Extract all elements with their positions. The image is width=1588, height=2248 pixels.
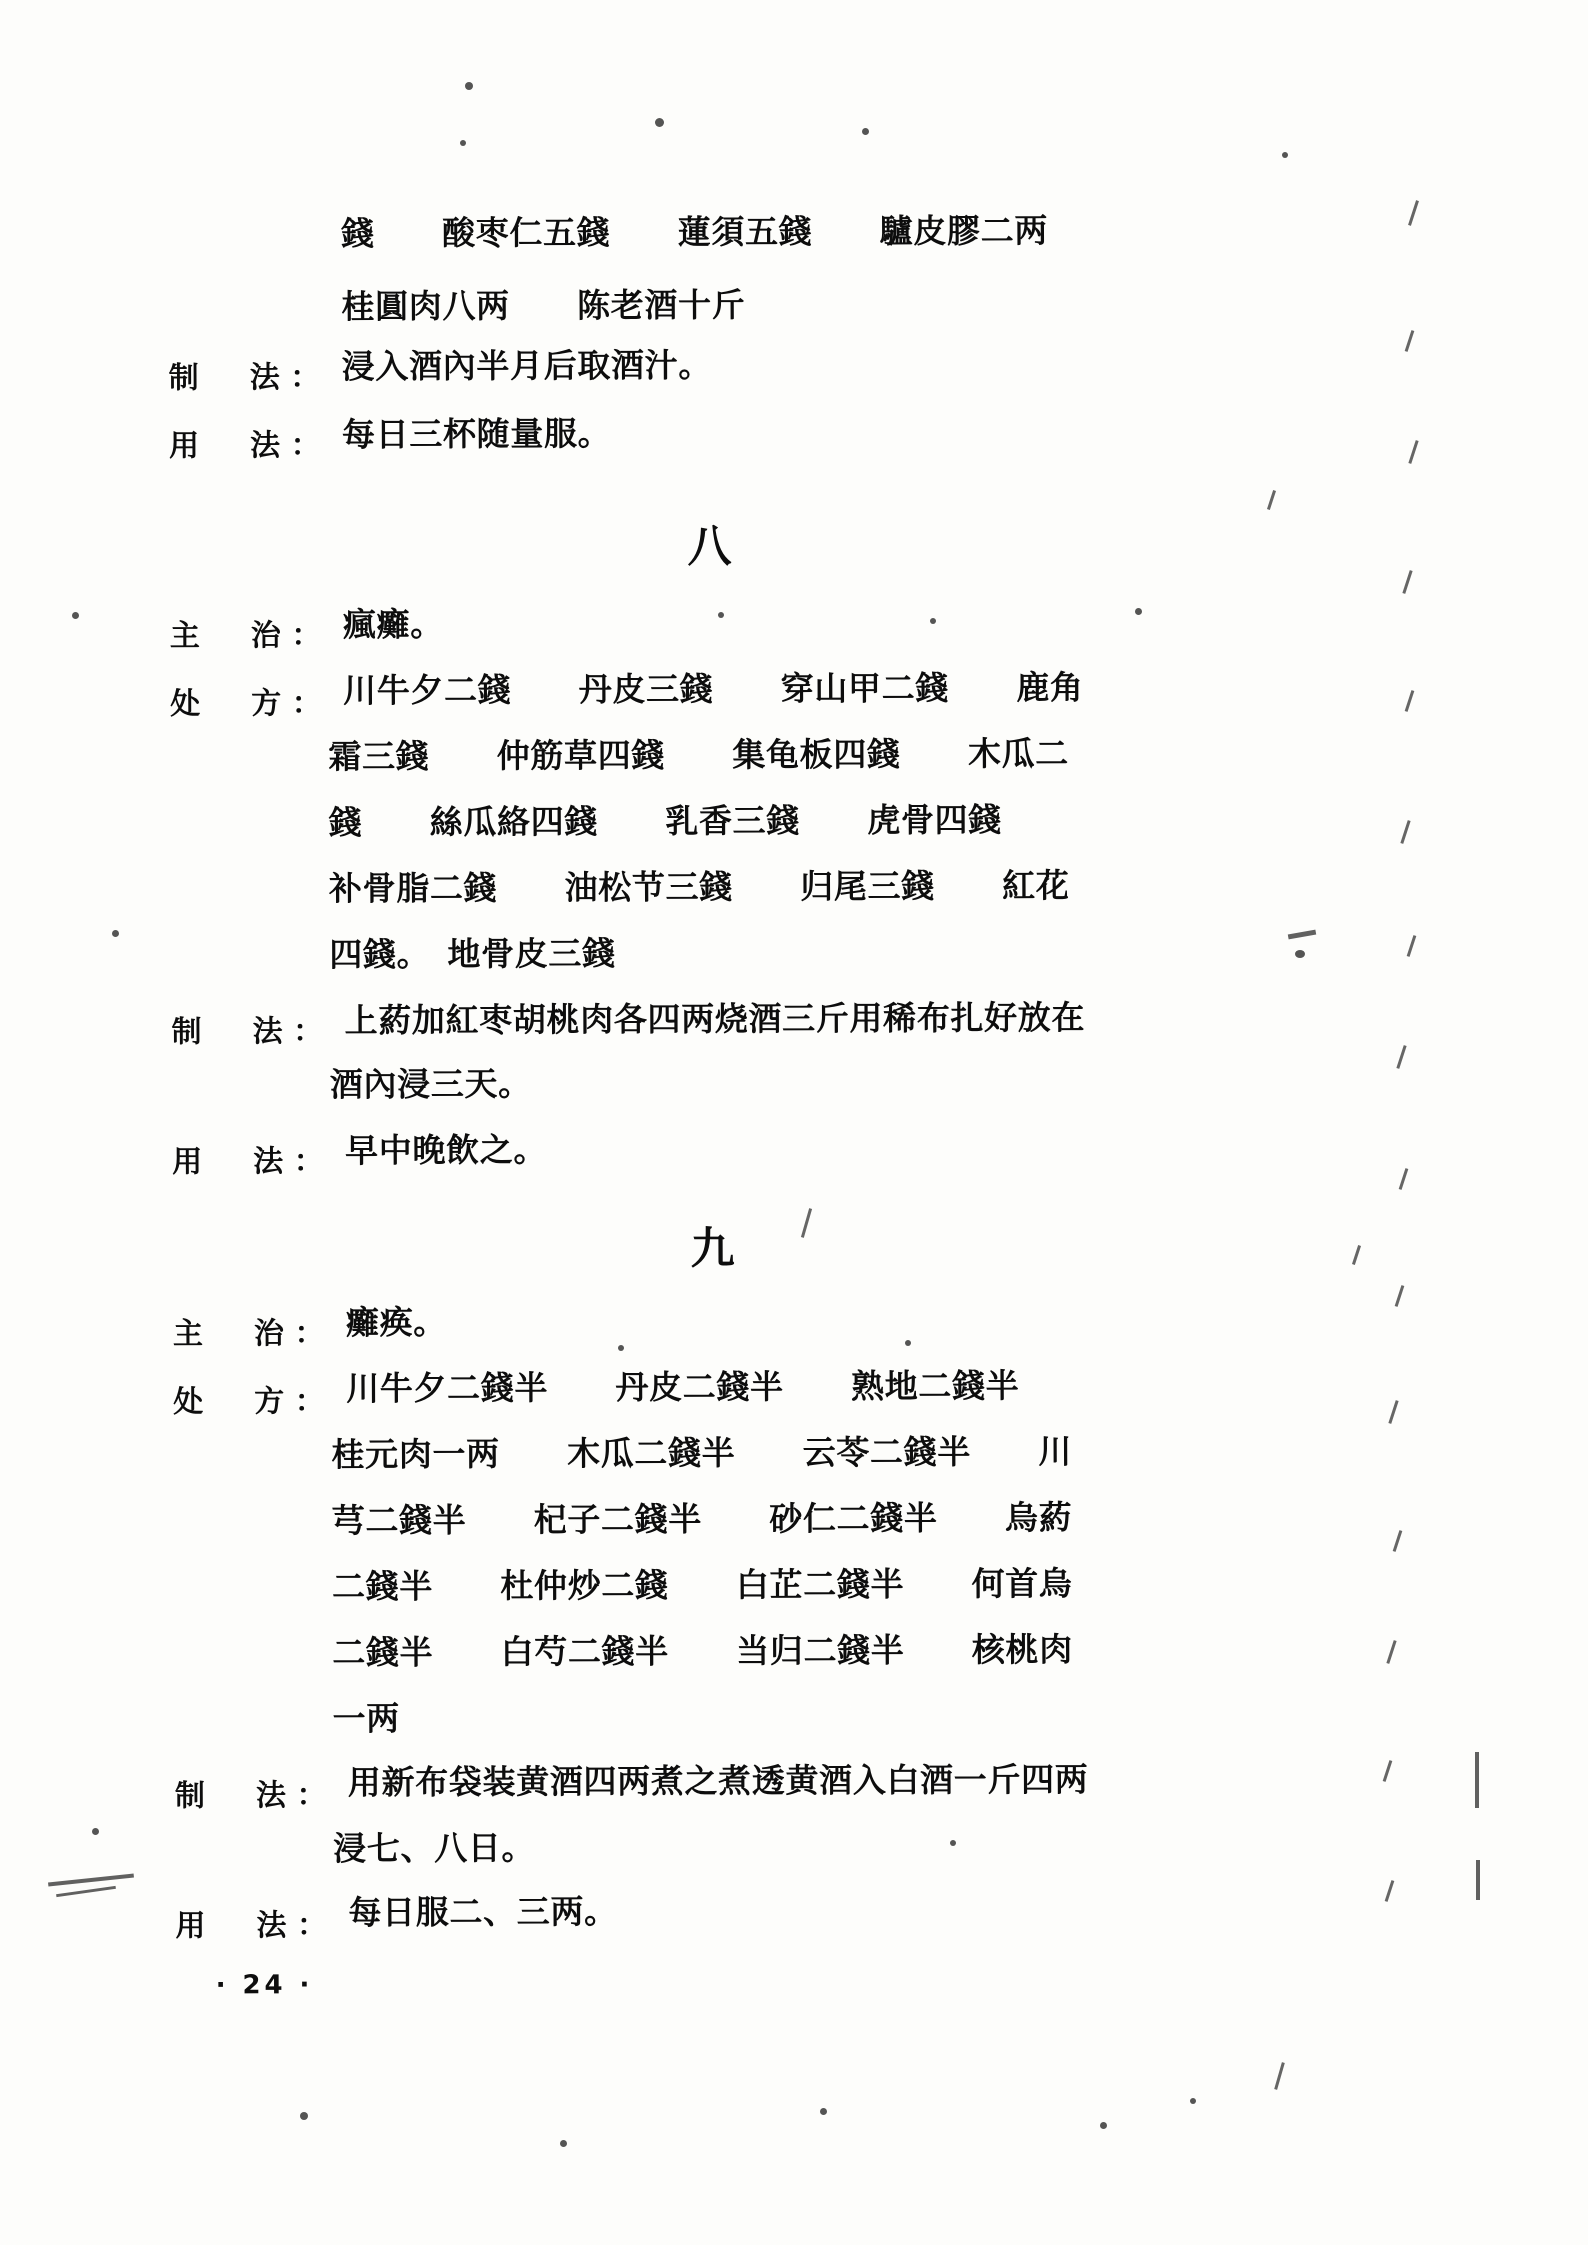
prescription-line: 桂元肉一两 木瓜二錢半 云苓二錢半 川	[331, 1431, 1073, 1475]
scan-speck	[72, 612, 79, 619]
prescription-line: 一两	[332, 1698, 401, 1739]
edge-smudge	[1475, 1752, 1479, 1808]
scan-speck	[1295, 950, 1305, 958]
label-prescription: 处 方：	[170, 686, 333, 722]
prescription-line: 四錢。 地骨皮三錢	[329, 933, 616, 975]
preparation-line: 酒內浸三天。	[329, 1064, 532, 1105]
section-heading-eight: 八	[687, 521, 737, 573]
prescription-line: 錢 酸枣仁五錢 蓮須五錢 驢皮膠二两	[341, 210, 1049, 253]
scan-speck	[718, 612, 724, 618]
prescription-line: 川牛夕二錢半 丹皮二錢半 熟地二錢半	[346, 1366, 1020, 1408]
label-usage: 用 法：	[168, 428, 332, 464]
scan-speck	[1135, 608, 1142, 615]
scan-speck	[465, 82, 473, 90]
preparation-line: 浸七、八日。	[333, 1828, 536, 1869]
scan-speck	[618, 1345, 624, 1351]
label-preparation: 制 法：	[174, 1778, 338, 1814]
page-number-dot-left: ·	[215, 1970, 243, 2001]
scan-speck	[1190, 2098, 1196, 2104]
edge-smudge	[1476, 1860, 1480, 1900]
scan-speck	[92, 1828, 99, 1835]
prescription-line: 霜三錢 仲筋草四錢 集龟板四錢 木瓜二	[328, 733, 1070, 777]
page-number-value: 24	[242, 1970, 287, 2001]
usage-line: 每日服二、三两。	[348, 1891, 618, 1932]
prescription-line: 补骨脂二錢 油松节三錢 归尾三錢 紅花	[328, 865, 1070, 909]
scan-speck	[300, 2112, 308, 2120]
prescription-line: 二錢半 白芍二錢半 当归二錢半 核桃肉	[332, 1629, 1073, 1673]
preparation-line: 上葯加紅枣胡桃肉各四两烧酒三斤用稀布扎好放在	[344, 997, 1086, 1040]
scan-speck	[862, 128, 869, 135]
label-preparation: 制 法：	[168, 360, 331, 396]
label-usage: 用 法：	[172, 1144, 335, 1180]
usage-line: 早中晚飲之。	[345, 1130, 548, 1170]
scan-speck	[930, 618, 936, 624]
prescription-line: 錢 絲瓜絡四錢 乳香三錢 虎骨四錢	[328, 800, 1002, 843]
preparation-line: 浸入酒內半月后取酒汁。	[341, 345, 713, 386]
scan-speck	[655, 118, 664, 127]
page-number-dot-right: ·	[286, 1970, 314, 2001]
prescription-line: 桂圓肉八两 陈老酒十斤	[341, 285, 746, 326]
prescription-line: 川牛夕二錢 丹皮三錢 穿山甲二錢 鹿角	[343, 667, 1084, 710]
indication-line: 癱痪。	[345, 1302, 447, 1342]
indication-line: 瘋癱。	[342, 604, 444, 644]
scan-speck	[460, 140, 466, 146]
label-indication: 主 治：	[172, 1316, 335, 1352]
scan-speck	[560, 2140, 567, 2147]
scan-speck	[950, 1840, 956, 1846]
prescription-line: 芎二錢半 杞子二錢半 砂仁二錢半 烏葯	[331, 1497, 1073, 1541]
prescription-line: 二錢半 杜仲炒二錢 白芷二錢半 何首烏	[331, 1563, 1073, 1607]
scan-speck	[1282, 152, 1288, 158]
preparation-line: 用新布袋装黄酒四两煮之煮透黄酒入白酒一斤四两	[347, 1759, 1089, 1802]
section-heading-nine: 九	[690, 1223, 740, 1275]
scan-speck	[820, 2108, 827, 2115]
page-number	[216, 1970, 314, 2000]
usage-line: 每日三杯随量服。	[341, 413, 612, 454]
label-indication: 主 治：	[169, 618, 332, 654]
label-prescription: 处 方：	[173, 1384, 336, 1420]
label-usage: 用 法：	[175, 1907, 338, 1944]
label-preparation: 制 法：	[171, 1014, 334, 1050]
scan-speck	[905, 1340, 911, 1346]
scan-speck	[112, 930, 119, 937]
scan-speck	[1100, 2122, 1107, 2129]
